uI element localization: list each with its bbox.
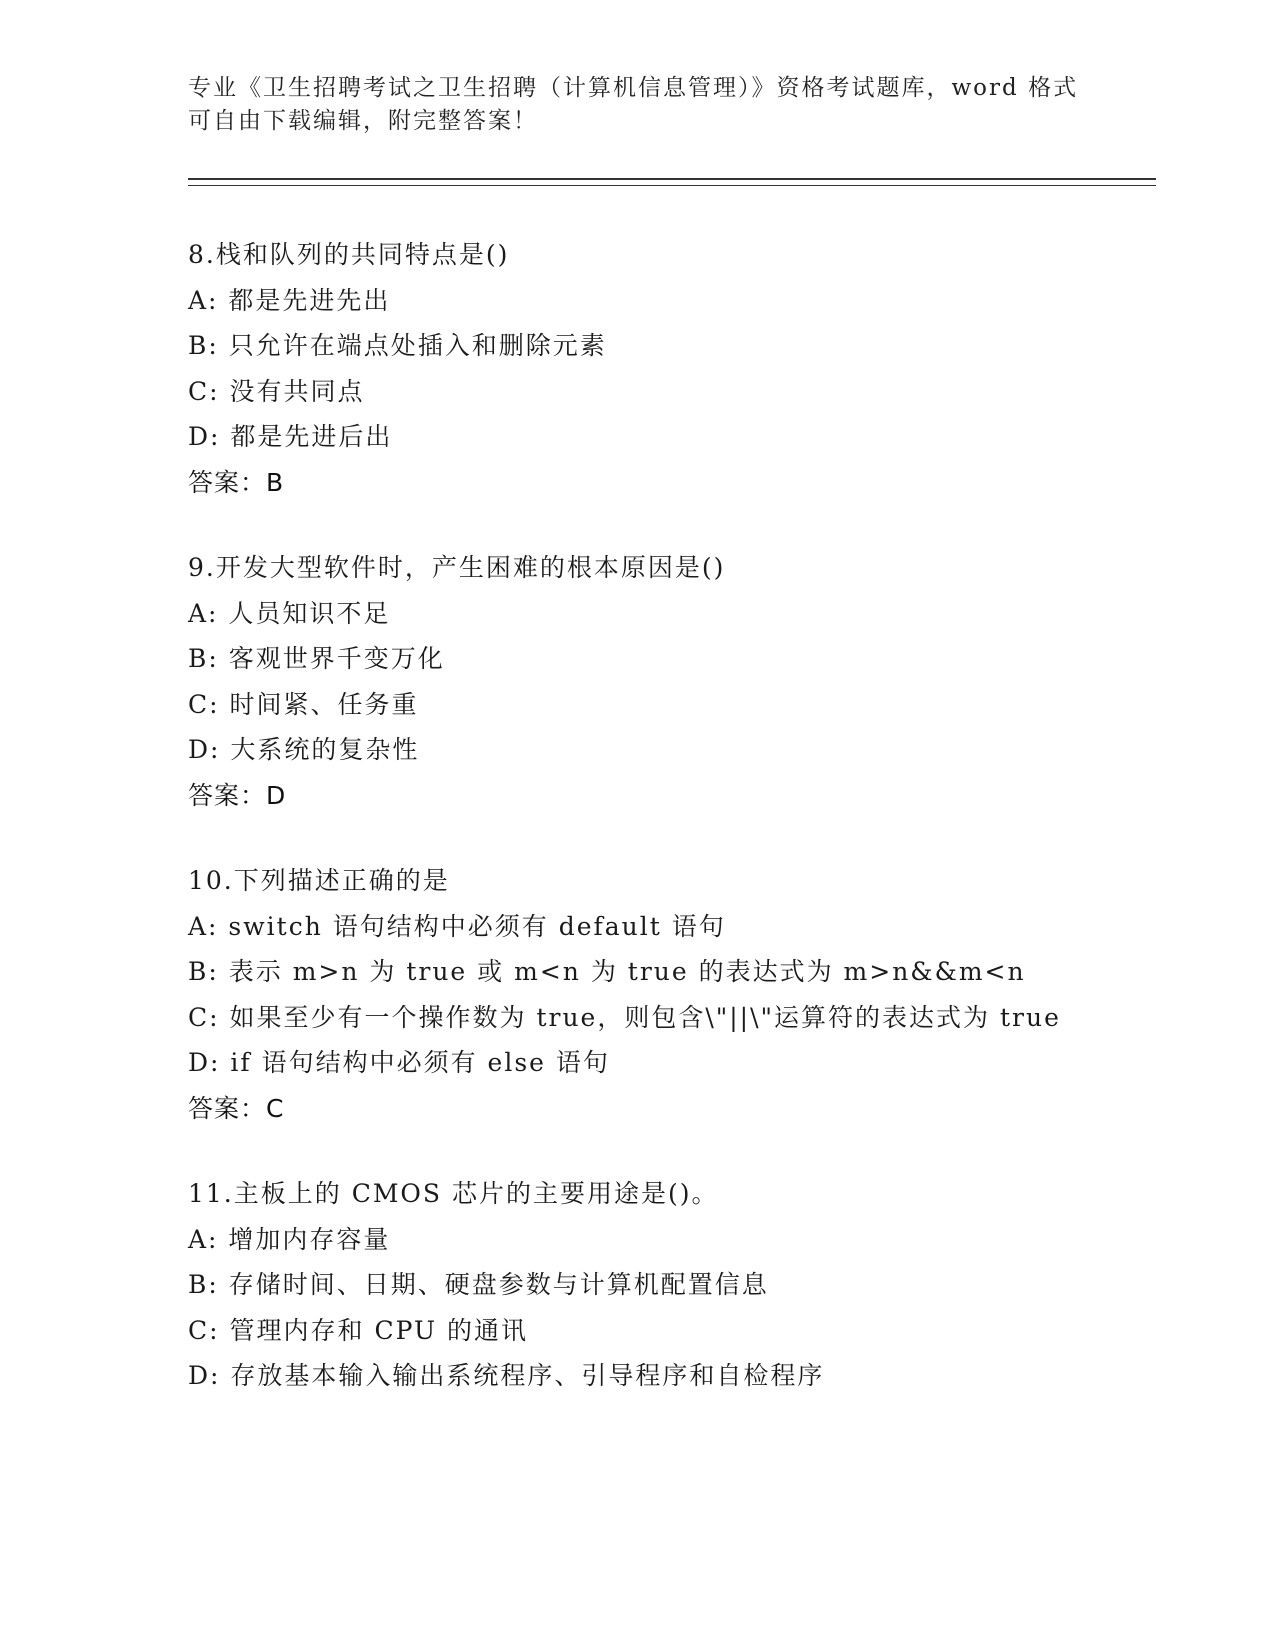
answer-label: 答案：D <box>188 780 287 810</box>
question-stem: 10.下列描述正确的是 <box>188 866 450 895</box>
option-c: C: 如果至少有一个操作数为 true，则包含\"||\"运算符的表达式为 true <box>188 1002 1061 1032</box>
option-b: B: 表示 m>n 为 true 或 m<n 为 true 的表达式为 m>n&&m<n <box>188 957 1026 986</box>
question-9 <box>188 545 1088 818</box>
option-d: D: 存放基本输入输出系统程序、引导程序和自检程序 <box>188 1361 825 1390</box>
header-line-2: 可自由下载编辑，附完整答案！ <box>188 108 538 134</box>
question-10 <box>188 858 1088 1131</box>
option-a: A: 都是先进先出 <box>188 285 391 315</box>
option-b: B: 存储时间、日期、硬盘参数与计算机配置信息 <box>188 1270 769 1299</box>
question-11 <box>188 1171 1088 1399</box>
answer-label: 答案：C <box>188 1093 285 1123</box>
option-a: A: switch 语句结构中必须有 default 语句 <box>188 911 726 941</box>
option-c: C: 时间紧、任务重 <box>188 689 419 719</box>
option-c: C: 没有共同点 <box>188 376 365 406</box>
option-b: B: 只允许在端点处插入和删除元素 <box>188 331 607 360</box>
header-line-1: 专业《卫生招聘考试之卫生招聘（计算机信息管理）》资格考试题库，word 格式 <box>188 75 1079 101</box>
document-header <box>188 72 1088 138</box>
option-d: D: if 语句结构中必须有 else 语句 <box>188 1048 610 1077</box>
option-c: C: 管理内存和 CPU 的通讯 <box>188 1315 528 1345</box>
option-a: A: 增加内存容量 <box>188 1224 391 1254</box>
question-stem: 8.栈和队列的共同特点是() <box>188 240 510 269</box>
question-list <box>188 232 1088 1439</box>
answer-label: 答案：B <box>188 467 285 497</box>
option-a: A: 人员知识不足 <box>188 598 391 628</box>
question-stem: 9.开发大型软件时，产生困难的根本原因是() <box>188 553 726 582</box>
option-d: D: 大系统的复杂性 <box>188 735 420 764</box>
option-d: D: 都是先进后出 <box>188 422 393 451</box>
option-b: B: 客观世界千变万化 <box>188 644 445 673</box>
question-stem: 11.主板上的 CMOS 芯片的主要用途是()。 <box>188 1179 719 1208</box>
header-divider <box>188 178 1156 186</box>
question-8 <box>188 232 1088 505</box>
